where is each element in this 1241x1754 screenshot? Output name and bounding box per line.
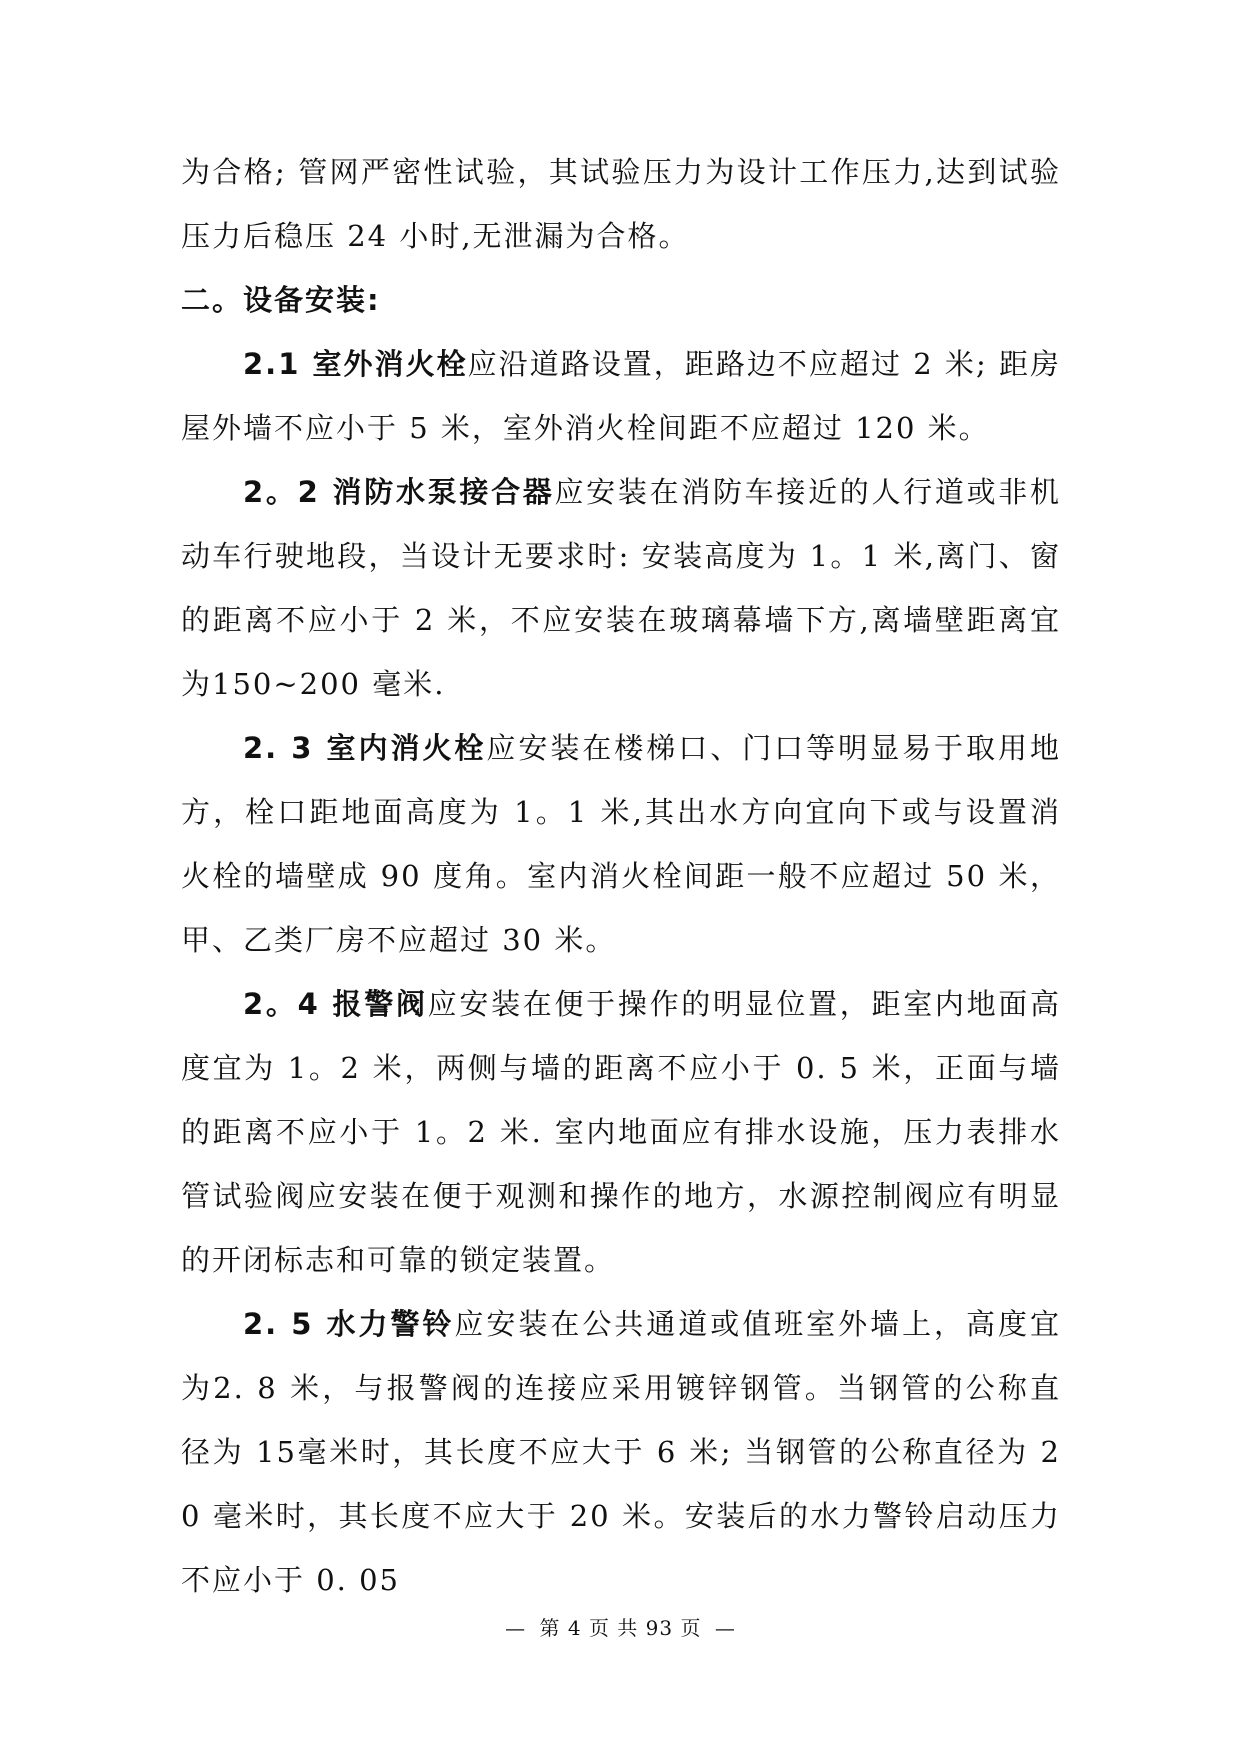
paragraph-water-alarm-bell — [181, 1292, 1061, 1612]
term-alarm-valve: 2。4 报警阀 — [243, 987, 428, 1021]
page-footer — [0, 1612, 1241, 1641]
paragraph-indoor-hydrant — [181, 716, 1061, 972]
paragraph-text: 应安装在楼梯口、门口等明显易于取用地方，栓口距地面高度为 1。1 米,其出水方向宜向下或与设置消火栓的墙壁成 90 度角。室内消火栓间距一般不应超过 50 米，甲、乙类厂房不应超过 30 米。 — [181, 731, 1061, 957]
paragraph-text: 为合格; 管网严密性试验，其试验压力为设计工作压力,达到试验压力后稳压 24 小时,无泄漏为合格。 — [181, 155, 1061, 253]
footer-dash-left: — — [505, 1616, 527, 1640]
term-pump-connector: 2。2 消防水泵接合器 — [243, 475, 555, 509]
term-outdoor-hydrant: 2.1 室外消火栓 — [243, 347, 468, 381]
paragraph-alarm-valve — [181, 972, 1061, 1292]
term-water-alarm-bell: 2. 5 水力警铃 — [243, 1307, 455, 1341]
document-body — [181, 140, 1061, 1612]
page-number: 第 4 页 共 93 页 — [539, 1616, 702, 1640]
section-heading: 二。设备安装: — [181, 283, 381, 317]
paragraph-text: 应沿道路设置，距路边不应超过 2 米; 距房屋外墙不应小于 5 米，室外消火栓间距不应超过 120 米。 — [181, 347, 1061, 445]
paragraph-text: 应安装在消防车接近的人行道或非机动车行驶地段，当设计无要求时: 安装高度为 1。1 米,离门、窗的距离不应小于 2 米，不应安装在玻璃幕墙下方,离墙壁距离宜为150~200 毫米. — [181, 475, 1061, 701]
paragraph-text: 应安装在公共通道或值班室外墙上，高度宜为2. 8 米，与报警阀的连接应采用镀锌钢管。当钢管的公称直径为 15毫米时，其长度不应大于 6 米; 当钢管的公称直径为 20 毫米时，其长度不应大于 20 米。安装后的水力警铃启动压力不应小于 0. 05 — [181, 1307, 1061, 1597]
paragraph-outdoor-hydrant — [181, 332, 1061, 460]
term-indoor-hydrant: 2. 3 室内消火栓 — [243, 731, 487, 765]
paragraph-text: 应安装在便于操作的明显位置，距室内地面高度宜为 1。2 米，两侧与墙的距离不应小于 0. 5 米，正面与墙的距离不应小于 1。2 米. 室内地面应有排水设施，压力表排水管试验阀应安装在便于观测和操作的地方，水源控制阀应有明显的开闭标志和可靠的锁定装置。 — [181, 987, 1061, 1277]
footer-dash-right: — — [714, 1616, 736, 1640]
paragraph-pump-connector — [181, 460, 1061, 716]
paragraph-continuation — [181, 140, 1061, 268]
